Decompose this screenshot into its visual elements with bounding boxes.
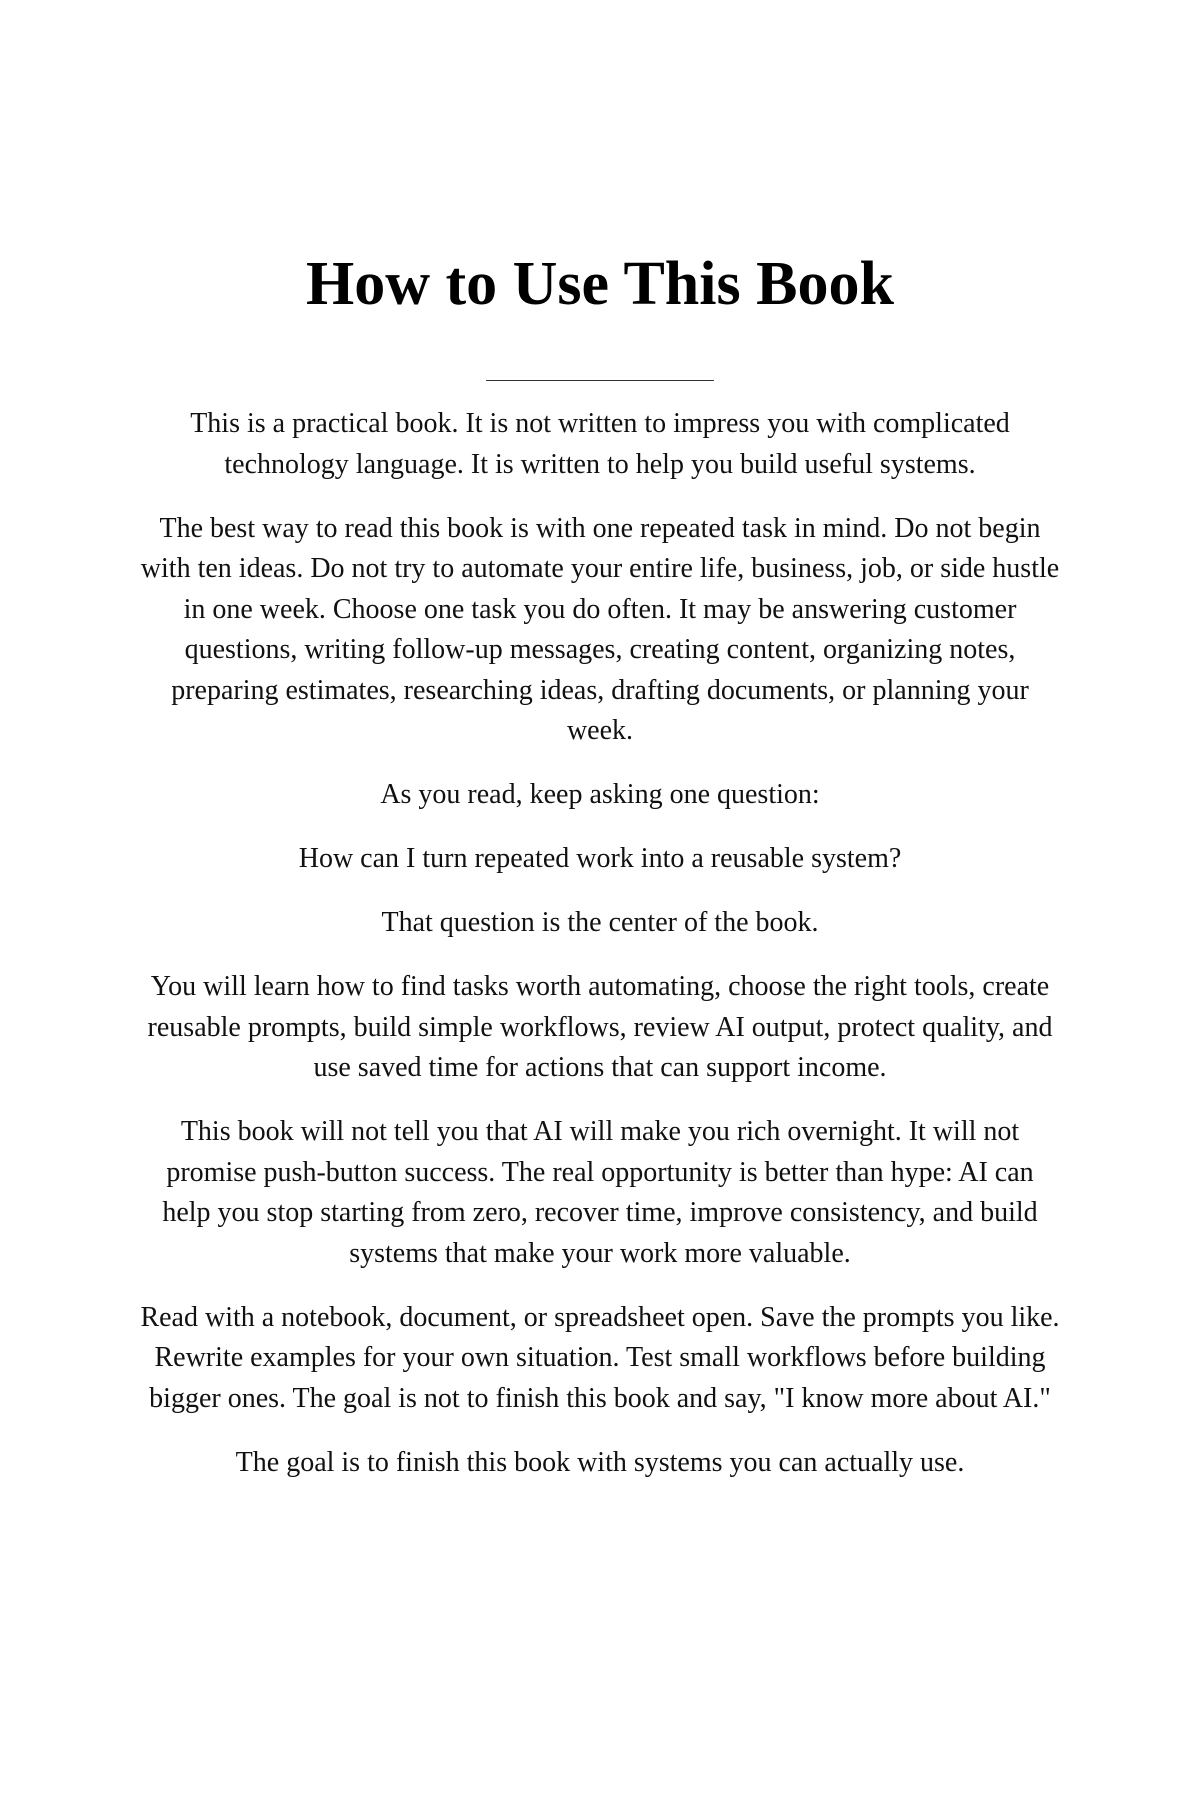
paragraph-read-with: Read with a notebook, document, or spreadsheet open. Save the prompts you like. Rewrite examples for your own situation. Test small workflows before building bigger ones. The goal is not to finish this book and say, "I know more about AI." [140, 1301, 1060, 1414]
paragraph-center: That question is the center of the book. [381, 907, 819, 938]
body-text [140, 404, 1060, 1507]
paragraph-goal: The goal is to finish this book with systems you can actually use. [235, 1446, 965, 1478]
paragraph-keep-asking: As you read, keep asking one question: [380, 779, 820, 810]
paragraph-no-hype: This book will not tell you that AI will make you rich overnight. It will not promise push-button success. The real opportunity is better than hype: AI can help you stop starting from zero, recover time, improve consistency, and build systems that make your work more valuable. [162, 1116, 1038, 1269]
paragraph-intro: This is a practical book. It is not written to impress you with complicated technology language. It is written to help you build useful systems. [190, 408, 1010, 480]
paragraph-best-way: The best way to read this book is with one repeated task in mind. Do not begin with ten ideas. Do not try to automate your entire life, business, job, or side hustle in one week. Choose one task you do often. It may be answering customer questions, writing follow-up messages, creating content, organizing notes, preparing estimates, researching ideas, drafting documents, or planning your week. [140, 512, 1060, 746]
paragraph-learn: You will learn how to find tasks worth automating, choose the right tools, create reusable prompts, build simple workflows, review AI output, protect quality, and use saved time for actions that can support income. [147, 971, 1053, 1083]
paragraph-question: How can I turn repeated work into a reusable system? [298, 843, 902, 874]
page-title: How to Use This Book [306, 250, 894, 318]
title-divider [486, 380, 714, 381]
